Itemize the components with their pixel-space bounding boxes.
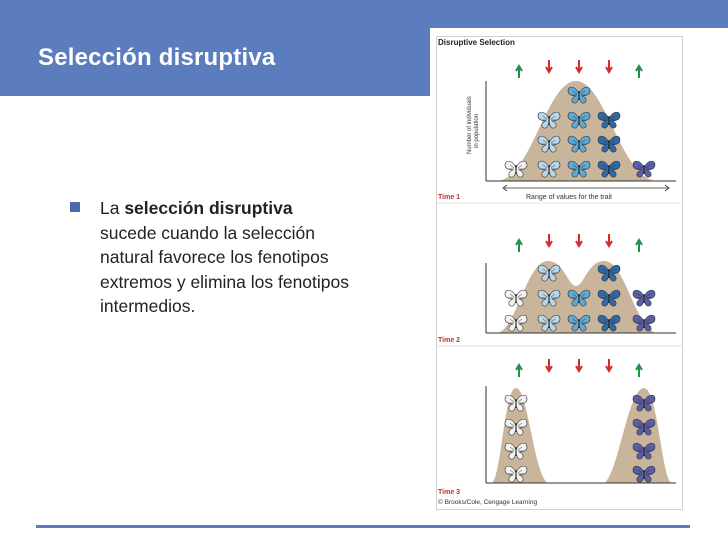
slide-header-band xyxy=(0,0,728,28)
square-bullet-icon xyxy=(70,202,80,212)
slide-title: Selección disruptiva xyxy=(38,44,276,71)
y-axis-label: Number of individuals xyxy=(467,96,473,154)
figure-credit: © Brooks/Cole, Cengage Learning xyxy=(438,499,538,506)
bullet-emphasis: selección disruptiva xyxy=(124,198,293,218)
footer-rule xyxy=(36,525,690,528)
bullet-intro: La xyxy=(100,198,125,218)
time-label-1: Time 1 xyxy=(438,194,461,201)
figure-title: Disruptive Selection xyxy=(438,38,515,47)
y-axis-label-2: in population xyxy=(474,113,480,148)
x-axis-label: Range of values for the trait xyxy=(526,194,612,201)
disruptive-selection-figure xyxy=(436,36,683,510)
bullet-text xyxy=(100,196,350,319)
time-label-3: Time 3 xyxy=(438,489,461,496)
bullet-rest: sucede cuando la selección natural favorece los fenotipos extremos y elimina los fenotipos intermedios. xyxy=(100,222,349,316)
time-label-2: Time 2 xyxy=(438,337,461,344)
